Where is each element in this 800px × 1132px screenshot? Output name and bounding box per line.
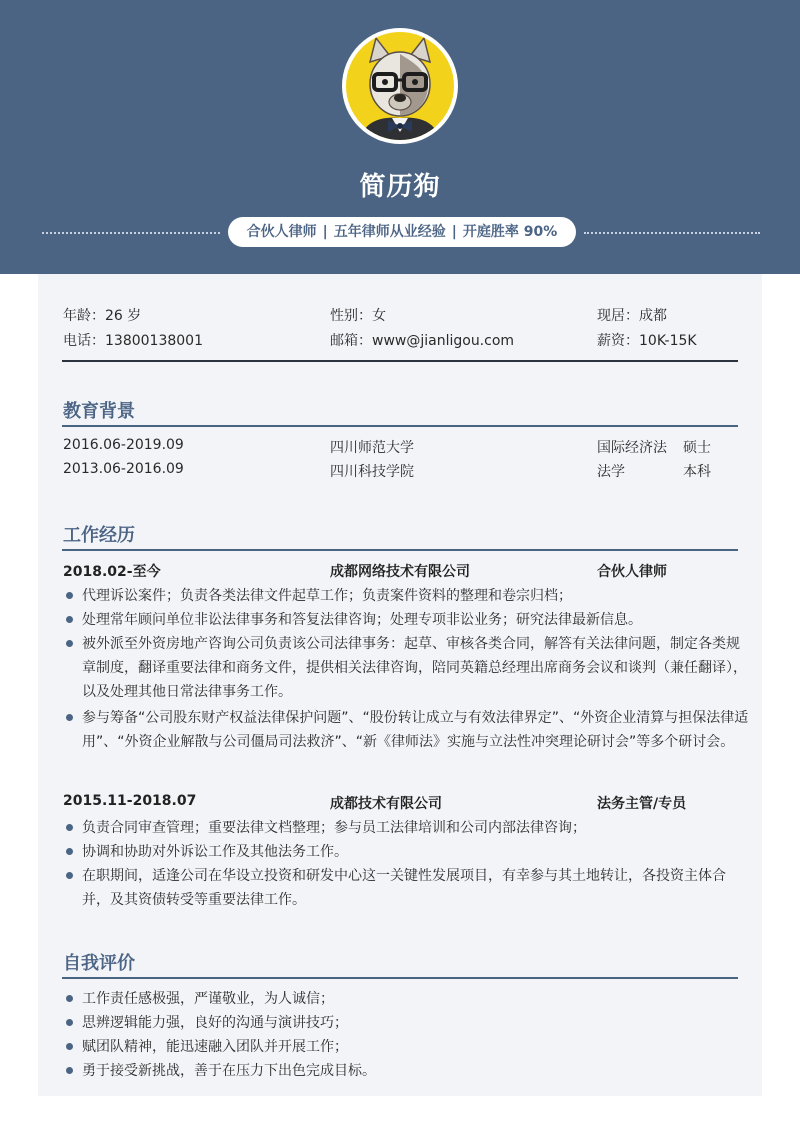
self-eval-item: 赋团队精神，能迅速融入团队并开展工作； — [82, 1039, 348, 1055]
dotted-divider-right — [584, 232, 760, 234]
job-period: 2015.11-2018.07 — [63, 793, 197, 809]
bullet-dot — [66, 848, 73, 855]
job-duty: 代理诉讼案件；负责各类法律文件起草工作；负责案件资料的整理和卷宗归档； — [82, 588, 572, 604]
self-eval-item: 思辨逻辑能力强，良好的沟通与演讲技巧； — [82, 1015, 348, 1031]
self-eval-item: 勇于接受新挑战，善于在压力下出色完成目标。 — [82, 1063, 376, 1079]
info-phone: 电话：13800138001 — [63, 333, 203, 349]
tagline-win-rate: 开庭胜率 90% — [462, 224, 558, 240]
header-banner — [0, 0, 800, 274]
info-salary: 薪资：10K-15K — [597, 333, 697, 349]
job-duty: 参与筹备“公司股东财产权益法律保护问题”、“股份转让成立与有效法律界定”、“外资企业清算与担保法律适用”、“外资企业解散与公司僵局司法救济”、“新《律师法》实施与立法性冲突理论研讨会”等多个研讨会。 — [82, 710, 749, 750]
job-duty: 处理常年顾问单位非讼法律事务和答复法律咨询；处理专项非讼业务；研究法律最新信息。 — [82, 612, 642, 628]
dotted-divider-left — [42, 232, 220, 234]
job-role: 合伙人律师 — [597, 564, 667, 580]
avatar — [342, 28, 458, 144]
bullet-dot — [66, 995, 73, 1002]
bullet-dot — [66, 872, 73, 879]
edu-degree: 硕士 — [683, 440, 711, 456]
tagline-position: 合伙人律师 — [246, 224, 317, 240]
job-duty: 被外派至外资房地产咨询公司负责该公司法律事务：起草、审核各类合同，解答有关法律问题，制定各类规章制度，翻译重要法律和商务文件，提供相关法律咨询，陪同英籍总经理出席商务会议和谈判（兼任翻译），以及处理其他日常法律事务工作。 — [82, 636, 747, 700]
edu-major: 国际经济法 — [597, 440, 667, 456]
self-eval-item: 工作责任感极强，严谨敬业，为人诚信； — [82, 991, 334, 1007]
edu-degree: 本科 — [683, 464, 711, 480]
avatar-image — [346, 32, 454, 140]
edu-period: 2013.06-2016.09 — [63, 461, 184, 477]
info-age: 年龄：26 岁 — [63, 308, 142, 324]
bullet-dot — [66, 1019, 73, 1026]
job-period: 2018.02-至今 — [63, 564, 161, 580]
dog-avatar-icon — [346, 32, 454, 140]
info-email: 邮箱：www@jianligou.com — [330, 333, 515, 349]
tagline-experience: 五年律师从业经验 — [333, 224, 446, 240]
job-company: 成都技术有限公司 — [330, 796, 442, 812]
info-residence: 现居：成都 — [597, 308, 667, 324]
job-role: 法务主管/专员 — [597, 796, 687, 812]
bullet-dot — [66, 824, 73, 831]
bullet-dot — [66, 592, 73, 599]
tagline-pill — [228, 217, 576, 247]
job-duty: 在职期间，适逢公司在华设立投资和研发中心这一关键性发展项目，有幸参与其土地转让，各投资主体合并，及其资债转受等重要法律工作。 — [82, 868, 726, 908]
bullet-dot — [66, 714, 73, 721]
bullet-dot — [66, 1067, 73, 1074]
tagline-separator: | — [451, 224, 457, 240]
job-duty: 协调和协助对外诉讼工作及其他法务工作。 — [82, 844, 348, 860]
job-duty: 负责合同审查管理；重要法律文档整理；参与员工法律培训和公司内部法律咨询； — [82, 820, 586, 836]
edu-school: 四川师范大学 — [330, 440, 414, 456]
tagline-separator: | — [322, 224, 328, 240]
info-divider — [62, 360, 738, 362]
section-title-education: 教育背景 — [63, 401, 135, 422]
section-title-self-eval: 自我评价 — [63, 953, 135, 974]
candidate-name: 简历狗 — [359, 172, 441, 202]
section-line-education — [62, 425, 738, 427]
edu-major: 法学 — [597, 464, 625, 480]
section-line-work — [62, 549, 738, 551]
info-gender: 性别：女 — [330, 308, 386, 324]
edu-school: 四川科技学院 — [330, 464, 414, 480]
edu-period: 2016.06-2019.09 — [63, 437, 184, 453]
bullet-dot — [66, 616, 73, 623]
bullet-dot — [66, 1043, 73, 1050]
section-title-work: 工作经历 — [63, 525, 135, 546]
job-company: 成都网络技术有限公司 — [330, 564, 470, 580]
section-line-self-eval — [62, 977, 738, 979]
bullet-dot — [66, 640, 73, 647]
